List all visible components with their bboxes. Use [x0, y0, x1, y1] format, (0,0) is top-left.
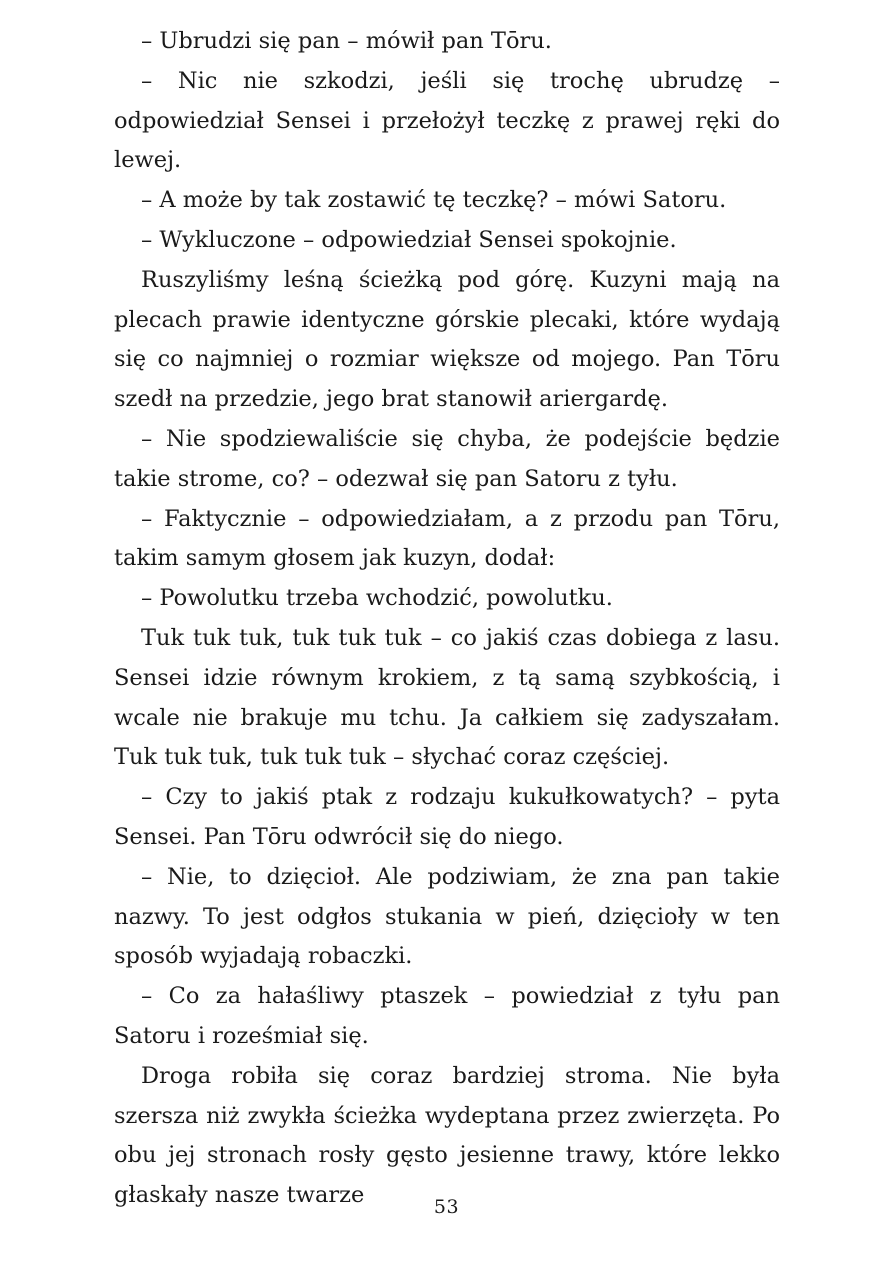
paragraph-9: Tuk tuk tuk, tuk tuk tuk – co jakiś czas dobiega z lasu. Sensei idzie równym krokiem, z tą samą szybkością, i wcale nie brakuje mu tchu. Ja całkiem się zadyszałam. Tuk tuk tuk, tuk tuk tuk – słychać coraz częściej. — [114, 624, 780, 771]
paragraph-3: – A może by tak zostawić tę teczkę? – mówi Satoru. — [141, 187, 727, 214]
paragraph-1: – Ubrudzi się pan – mówił pan Tōru. — [141, 28, 552, 54]
paragraph-4: – Wykluczone – odpowiedział Sensei spokojnie. — [141, 226, 677, 253]
paragraph-7: – Faktycznie – odpowiedziałam, a z przodu pan Tōru, takim samym głosem jak kuzyn, dodał: — [114, 505, 780, 572]
paragraph-2: – Nic nie szkodzi, jeśli się trochę ubrudzę – odpowiedział Sensei i przełożył teczkę z prawej ręki do lewej. — [114, 67, 780, 174]
page-number: 53 — [433, 1196, 460, 1218]
paragraph-5: Ruszyliśmy leśną ścieżką pod górę. Kuzyni mają na plecach prawie identyczne górskie plecaki, które wydają się co najmniej o rozmiar większe od mojego. Pan Tōru szedł na przedzie, jego brat stanowił ariergardę. — [114, 266, 780, 413]
paragraph-13: Droga robiła się coraz bardziej stroma. Nie była szersza niż zwykła ścieżka wydeptana przez zwierzęta. Po obu jej stronach rosły gęsto jesienne trawy, które lekko głaskały nasze twarze — [114, 1062, 780, 1209]
paragraph-11: – Nie, to dzięcioł. Ale podziwiam, że zna pan takie nazwy. To jest odgłos stukania w pień, dzięcioły w ten sposób wyjadają robaczki. — [114, 863, 780, 970]
body-text — [114, 22, 780, 1216]
paragraph-12: – Co za hałaśliwy ptaszek – powiedział z tyłu pan Satoru i roześmiał się. — [114, 983, 780, 1049]
paragraph-8: – Powolutku trzeba wchodzić, powolutku. — [141, 585, 613, 612]
paragraph-10: – Czy to jakiś ptak z rodzaju kukułkowatych? – pyta Sensei. Pan Tōru odwrócił się do niego. — [114, 784, 780, 850]
paragraph-6: – Nie spodziewaliście się chyba, że podejście będzie takie strome, co? – odezwał się pan Satoru z tyłu. — [114, 425, 780, 492]
